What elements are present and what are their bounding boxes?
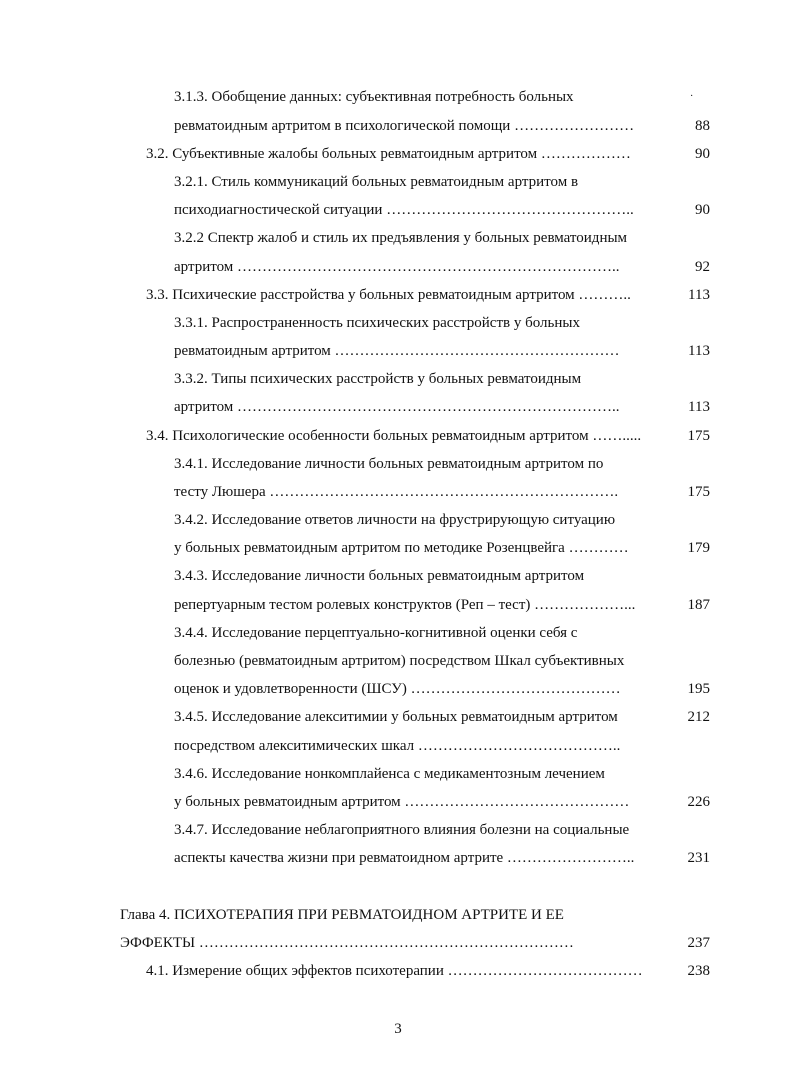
toc-entry-3-4-5-line1: 3.4.5. Исследование алекситимии у больных ревматоидным артритом — [174, 709, 618, 725]
toc-entry-3-3: 3.3. Психические расстройства у больных ревматоидным артритом ……….. — [146, 287, 631, 303]
toc-page-3-2: 90 — [695, 146, 710, 162]
toc-page-3-4-2: 179 — [687, 540, 710, 556]
toc-entry-3-4-7-line1: 3.4.7. Исследование неблагоприятного влияния болезни на социальные — [174, 822, 630, 838]
toc-page-3-3-1: 113 — [688, 343, 710, 359]
toc-page-3-3: 113 — [688, 287, 710, 303]
toc-page-3-4-7: 231 — [687, 850, 710, 866]
margin-mark: · — [690, 91, 694, 102]
toc-entry-3-4-4-line3: оценок и удовлетворенности (ШСУ) …………………………………… — [174, 681, 621, 697]
toc-entry-3-4-4-line1: 3.4.4. Исследование перцептуально-когнитивной оценки себя с — [174, 625, 578, 641]
toc-page-4-1: 238 — [687, 963, 710, 979]
toc-page-3-4: 175 — [687, 428, 710, 444]
toc-entry-3-4-3-line1: 3.4.3. Исследование личности больных ревматоидным артритом — [174, 568, 585, 584]
toc-entry-3-2-2-line1: 3.2.2 Спектр жалоб и стиль их предъявления у больных ревматоидным — [174, 230, 628, 246]
toc-entry-3-3-2-line2: артритом ………………………………………………………………….. — [174, 399, 620, 415]
toc-entry-3-2-2-line2: артритом ………………………………………………………………….. — [174, 259, 620, 275]
toc-entry-3-4-5-line2: посредством алекситимических шкал ………………………………….. — [174, 738, 621, 754]
toc-entry-3-4-4-line2: болезнью (ревматоидным артритом) посредством Шкал субъективных — [174, 653, 625, 669]
toc-entry-3-4-1-line2: тесту Люшера ……………………………………………………………. — [174, 484, 619, 500]
toc-page-3-4-3: 187 — [687, 597, 710, 613]
toc-entry-3-4-2-line1: 3.4.2. Исследование ответов личности на фрустрирующую ситуацию — [174, 512, 616, 528]
toc-entry-3-4-7-line2: аспекты качества жизни при ревматоидном артрите …………………….. — [174, 850, 635, 866]
toc-page-3-4-6: 226 — [687, 794, 710, 810]
toc-entry-3-1-3-line2: ревматоидным артритом в психологической помощи …………………… — [174, 118, 635, 134]
toc-entry-3-2-1-line2: психодиагностической ситуации ………………………………………….. — [174, 202, 634, 218]
toc-page-3-1-3: 88 — [695, 118, 710, 134]
toc-entry-3-3-2-line1: 3.3.2. Типы психических расстройств у больных ревматоидным — [174, 371, 582, 387]
toc-page-3-4-5: 212 — [687, 709, 710, 725]
toc-entry-3-4-3-line2: репертуарным тестом ролевых конструктов (Реп – тест) ………………... — [174, 597, 636, 613]
toc-page-3-2-1: 90 — [695, 202, 710, 218]
page-number: 3 — [394, 1021, 402, 1037]
toc-entry-3-4-2-line2: у больных ревматоидным артритом по методике Розенцвейга ………… — [174, 540, 629, 556]
toc-entry-3-4-6-line2: у больных ревматоидным артритом ……………………………………… — [174, 794, 630, 810]
toc-page-chapter-4: 237 — [687, 935, 710, 951]
toc-chapter-4-line2: ЭФФЕКТЫ ………………………………………………………………… — [120, 935, 574, 951]
toc-entry-3-4: 3.4. Психологические особенности больных ревматоидным артритом ……..... — [146, 428, 642, 444]
toc-entry-3-3-1-line2: ревматоидным артритом ………………………………………………… — [174, 343, 620, 359]
toc-page-3-3-2: 113 — [688, 399, 710, 415]
toc-entry-3-1-3-line1: 3.1.3. Обобщение данных: субъективная потребность больных — [174, 89, 574, 105]
toc-page-3-2-2: 92 — [695, 259, 710, 275]
toc-entry-3-3-1-line1: 3.3.1. Распространенность психических расстройств у больных — [174, 315, 580, 331]
toc-entry-3-4-1-line1: 3.4.1. Исследование личности больных ревматоидным артритом по — [174, 456, 604, 472]
toc-chapter-4-line1: Глава 4. ПСИХОТЕРАПИЯ ПРИ РЕВМАТОИДНОМ АРТРИТЕ И ЕЕ — [120, 907, 564, 923]
toc-entry-3-2: 3.2. Субъективные жалобы больных ревматоидным артритом ……………… — [146, 146, 631, 162]
toc-page-3-4-4: 195 — [687, 681, 710, 697]
toc-entry-3-4-6-line1: 3.4.6. Исследование нонкомплайенса с медикаментозным лечением — [174, 766, 605, 782]
toc-entry-4-1: 4.1. Измерение общих эффектов психотерапии ………………………………… — [146, 963, 643, 979]
toc-entry-3-2-1-line1: 3.2.1. Стиль коммуникаций больных ревматоидным артритом в — [174, 174, 579, 190]
toc-page-3-4-1: 175 — [687, 484, 710, 500]
